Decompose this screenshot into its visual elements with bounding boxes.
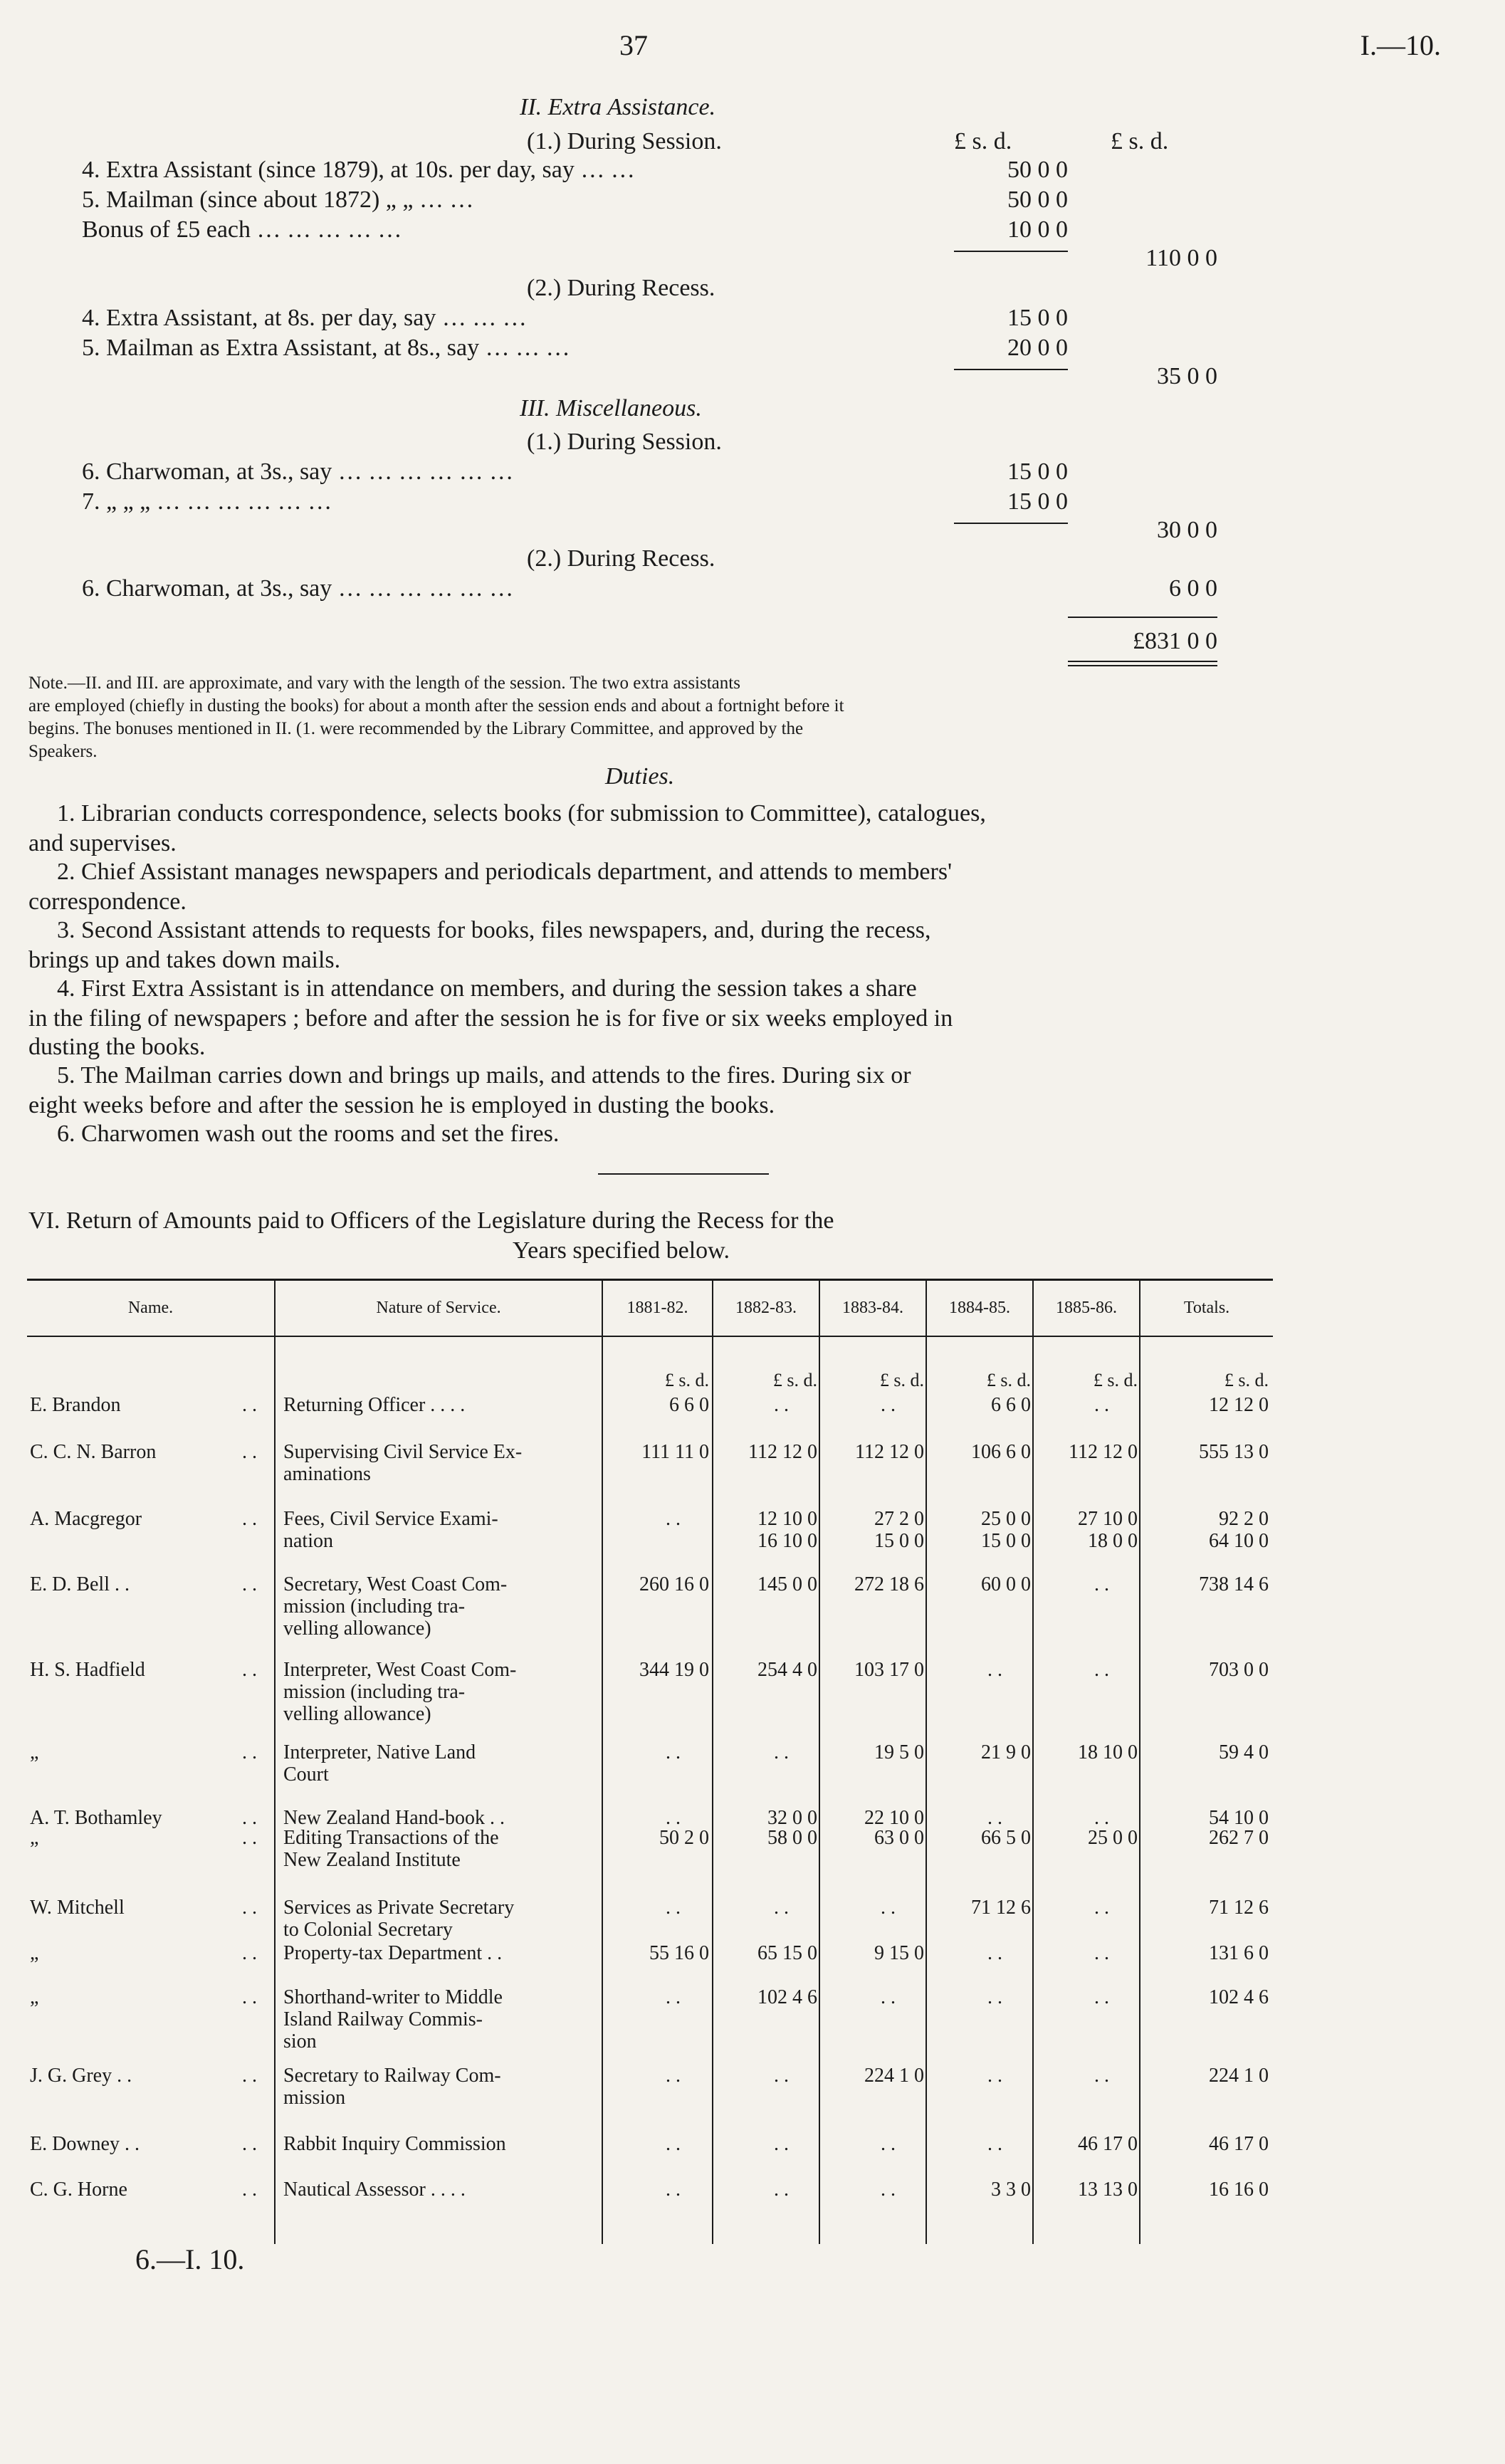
leader-dots: . . [242,2179,257,2201]
section-title-extra-assistance: II. Extra Assistance. [520,94,716,120]
grand-total: £831 0 0 [1133,628,1217,654]
header-name: Name. [127,1298,174,1317]
empty-amount: . . [666,2065,681,2087]
empty-amount: . . [881,1394,896,1416]
year-amount: 260 16 0 [639,1573,709,1595]
empty-amount: . . [987,1659,1002,1681]
note-line: Note.—II. and III. are approximate, and vary with the length of the session. The two extra assistants [28,673,740,693]
officer-name: „ [30,1827,39,1849]
column-heading-lsd-1: £ s. d. [954,128,1012,154]
leader-dots: . . [242,1441,257,1463]
empty-amount: . . [774,2133,789,2155]
year-amount: 102 4 6 [757,1986,817,2008]
empty-amount: . . [881,1986,896,2008]
row-text: Bonus of £5 each … … … … … [82,216,402,243]
column-divider [602,1279,603,2244]
service-line: Fees, Civil Service Exami- [283,1508,498,1530]
officer-name: E. Downey . . [30,2133,140,2155]
year-amount: 66 5 0 [981,1827,1031,1849]
year-amount: 224 1 0 [864,2065,924,2087]
duty-line: 6. Charwomen wash out the rooms and set the fires. [57,1121,560,1147]
subheading-during-session: (1.) During Session. [527,128,722,154]
row-amount: 15 0 0 [1007,458,1068,485]
duty-line: 1. Librarian conducts correspondence, selects books (for submission to Committee), catalogues, [57,800,986,827]
empty-amount: . . [666,2179,681,2201]
service-line: velling allowance) [283,1703,431,1725]
row-text: 5. Mailman as Extra Assistant, at 8s., say … … … [82,335,570,361]
row-total: 738 14 6 [1199,1573,1269,1595]
duty-line: 2. Chief Assistant manages newspapers and periodicals department, and attends to members' [57,859,953,885]
table-title-line2: Years specified below. [513,1237,730,1264]
duty-line: in the filing of newspapers ; before and after the session he is for five or six weeks employed in [28,1005,953,1032]
duty-line: and supervises. [28,830,177,856]
officer-name: W. Mitchell [30,1897,125,1919]
officer-name: A. Macgregor [30,1508,142,1530]
year-amount: 106 6 0 [971,1441,1031,1463]
header-year: 1882-83. [735,1298,797,1317]
duties-title: Duties. [605,763,675,790]
leader-dots: . . [242,1807,257,1829]
note-line: are employed (chiefly in dusting the books) for about a month after the session ends and about a fortnight before it [28,696,844,715]
year-amount: 58 0 0 [767,1827,817,1849]
row-amount: 20 0 0 [1007,335,1068,361]
leader-dots: . . [242,1659,257,1681]
header-service: Nature of Service. [376,1298,501,1317]
footer-signature: 6.—I. 10. [135,2243,245,2275]
empty-amount: . . [1094,1986,1109,2008]
empty-amount: . . [881,2133,896,2155]
empty-amount: . . [666,1508,681,1530]
empty-amount: . . [774,2179,789,2201]
empty-amount: . . [1094,1659,1109,1681]
leader-dots: . . [242,2065,257,2087]
leader-dots: . . [242,1741,257,1763]
year-amount: 15 0 0 [874,1530,924,1552]
row-total: 92 2 0 [1219,1508,1269,1530]
duty-line: 5. The Mailman carries down and brings up mails, and attends to the fires. During six or [57,1062,911,1089]
service-line: Court [283,1763,329,1786]
service-line: Supervising Civil Service Ex- [283,1441,523,1463]
table-title-line1: VI. Return of Amounts paid to Officers of the Legislature during the Recess for the [28,1207,834,1234]
year-amount: 12 10 0 [757,1508,817,1530]
service-line: Interpreter, West Coast Com- [283,1659,517,1681]
empty-amount: . . [774,1897,789,1919]
subtotal-amount: 30 0 0 [1157,517,1217,543]
empty-amount: . . [1094,1394,1109,1416]
empty-amount: . . [1094,1573,1109,1595]
service-line: mission [283,2087,346,2109]
empty-amount: . . [987,1986,1002,2008]
header-year: 1881-82. [626,1298,688,1317]
row-text: 4. Extra Assistant, at 8s. per day, say … … … [82,305,527,331]
officer-name: „ [30,1741,39,1763]
subheading-during-recess: (2.) During Recess. [527,545,715,572]
service-line: Property-tax Department . . [283,1942,503,1964]
year-amount: 63 0 0 [874,1827,924,1849]
row-total: 102 4 6 [1209,1986,1269,2008]
service-line: mission (including tra- [283,1595,466,1618]
duty-line: eight weeks before and after the session he is employed in dusting the books. [28,1092,775,1118]
empty-amount: . . [774,2065,789,2087]
duty-line: correspondence. [28,888,187,915]
officer-name: C. C. N. Barron [30,1441,157,1463]
leader-dots: . . [242,1573,257,1595]
empty-amount: . . [666,1897,681,1919]
year-amount: 50 2 0 [659,1827,709,1849]
row-total: 54 10 0 [1209,1807,1269,1829]
year-amount: 9 15 0 [874,1942,924,1964]
column-divider [274,1279,276,2244]
service-line: Editing Transactions of the [283,1827,499,1849]
leader-dots: . . [242,1394,257,1416]
empty-amount: . . [881,1897,896,1919]
note-line: Speakers. [28,742,98,761]
row-amount: 15 0 0 [1007,488,1068,515]
service-line: aminations [283,1463,371,1485]
leader-dots: . . [242,1508,257,1530]
duty-line: 3. Second Assistant attends to requests for books, files newspapers, and, during the recess, [57,917,931,943]
subtotal-amount: 35 0 0 [1157,363,1217,389]
header-year: 1883-84. [842,1298,903,1317]
service-line: mission (including tra- [283,1681,466,1703]
empty-amount: . . [881,2179,896,2201]
row-total: 12 12 0 [1209,1394,1269,1416]
year-amount: 112 12 0 [748,1441,817,1463]
subheading-during-recess: (2.) During Recess. [527,275,715,301]
lsd-label: £ s. d. [772,1370,817,1390]
officer-name: H. S. Hadfield [30,1659,145,1681]
year-amount: 13 13 0 [1078,2179,1138,2201]
service-line: Secretary to Railway Com- [283,2065,501,2087]
page-number: 37 [619,29,648,61]
officer-name: C. G. Horne [30,2179,127,2201]
service-line: sion [283,2030,317,2053]
service-line: Nautical Assessor . . . . [283,2179,466,2201]
grand-total-double-rule [1068,661,1217,662]
row-total: 224 1 0 [1209,2065,1269,2087]
year-amount: 71 12 6 [971,1897,1031,1919]
empty-amount: . . [774,1394,789,1416]
row-total: 16 16 0 [1209,2179,1269,2201]
section-divider [598,1173,769,1175]
row-text: 5. Mailman (since about 1872) „ „ … … [82,187,474,213]
row-amount: 50 0 0 [1007,187,1068,213]
empty-amount: . . [1094,1897,1109,1919]
year-amount: 18 10 0 [1078,1741,1138,1763]
year-amount: 145 0 0 [757,1573,817,1595]
empty-amount: . . [1094,1807,1109,1829]
row-text: 6. Charwoman, at 3s., say … … … … … … [82,458,514,485]
leader-dots: . . [242,1827,257,1849]
lsd-label: £ s. d. [1093,1370,1138,1390]
subtotal-rule [954,251,1068,252]
row-total: 703 0 0 [1209,1659,1269,1681]
row-total: 131 6 0 [1209,1942,1269,1964]
row-total: 46 17 0 [1209,2133,1269,2155]
year-amount: 6 6 0 [991,1394,1031,1416]
year-amount: 344 19 0 [639,1659,709,1681]
service-line: Island Railway Commis- [283,2008,483,2030]
service-line: Returning Officer . . . . [283,1394,466,1416]
empty-amount: . . [774,1741,789,1763]
lsd-label: £ s. d. [664,1370,709,1390]
service-line: velling allowance) [283,1618,431,1640]
row-text: 6. Charwoman, at 3s., say … … … … … … [82,575,514,602]
year-amount: 254 4 0 [757,1659,817,1681]
officer-name: „ [30,1942,39,1964]
grand-total-double-rule [1068,665,1217,666]
row-total: 64 10 0 [1209,1530,1269,1552]
empty-amount: . . [666,2133,681,2155]
year-amount: 22 10 0 [864,1807,924,1829]
header-year: 1885-86. [1056,1298,1117,1317]
row-amount: 10 0 0 [1007,216,1068,243]
row-amount: 15 0 0 [1007,305,1068,331]
empty-amount: . . [987,2133,1002,2155]
year-amount: 60 0 0 [981,1573,1031,1595]
header-totals: Totals. [1183,1298,1230,1317]
year-amount: 18 0 0 [1088,1530,1138,1552]
year-amount: 272 18 6 [854,1573,924,1595]
year-amount: 112 12 0 [855,1441,924,1463]
empty-amount: . . [987,1942,1002,1964]
section-title-miscellaneous: III. Miscellaneous. [520,395,702,421]
lsd-label: £ s. d. [986,1370,1031,1390]
year-amount: 25 0 0 [981,1508,1031,1530]
note-line: begins. The bonuses mentioned in II. (1. were recommended by the Library Committee, and approved by the [28,719,804,738]
row-total: 71 12 6 [1209,1897,1269,1919]
year-amount: 46 17 0 [1078,2133,1138,2155]
column-heading-lsd-2: £ s. d. [1111,128,1169,154]
officer-name: J. G. Grey . . [30,2065,132,2087]
service-line: Services as Private Secretary [283,1897,515,1919]
lsd-label: £ s. d. [1224,1370,1269,1390]
year-amount: 55 16 0 [649,1942,709,1964]
officer-name: E. Brandon [30,1394,121,1416]
service-line: Shorthand-writer to Middle [283,1986,503,2008]
empty-amount: . . [987,1807,1002,1829]
subtotal-rule [954,369,1068,370]
year-amount: 103 17 0 [854,1659,924,1681]
officer-name: A. T. Bothamley [30,1807,162,1829]
year-amount: 112 12 0 [1069,1441,1138,1463]
empty-amount: . . [1094,2065,1109,2087]
year-amount: 111 11 0 [641,1441,709,1463]
row-amount: 50 0 0 [1007,157,1068,183]
duty-line: dusting the books. [28,1034,206,1060]
grand-total-rule [1068,617,1217,618]
duty-line: 4. First Extra Assistant is in attendance on members, and during the session takes a share [57,975,917,1002]
year-amount: 65 15 0 [757,1942,817,1964]
empty-amount: . . [987,2065,1002,2087]
row-text: 4. Extra Assistant (since 1879), at 10s. per day, say … … [82,157,635,183]
row-text: 7. „ „ „ … … … … … … [82,488,332,515]
leader-dots: . . [242,2133,257,2155]
row-total: 262 7 0 [1209,1827,1269,1849]
empty-amount: . . [666,1807,681,1829]
year-amount: 27 10 0 [1078,1508,1138,1530]
service-line: to Colonial Secretary [283,1919,453,1941]
row-total: 59 4 0 [1219,1741,1269,1763]
empty-amount: . . [666,1741,681,1763]
year-amount: 25 0 0 [1088,1827,1138,1849]
year-amount: 15 0 0 [981,1530,1031,1552]
year-amount: 27 2 0 [874,1508,924,1530]
officer-name: E. D. Bell . . [30,1573,130,1595]
empty-amount: . . [666,1986,681,2008]
leader-dots: . . [242,1942,257,1964]
subtotal-rule [954,523,1068,524]
year-amount: 6 6 0 [669,1394,709,1416]
year-amount: 21 9 0 [981,1741,1031,1763]
leader-dots: . . [242,1897,257,1919]
service-line: New Zealand Institute [283,1849,461,1871]
year-amount: 32 0 0 [767,1807,817,1829]
row-total: 555 13 0 [1199,1441,1269,1463]
row-amount: 6 0 0 [1169,575,1217,602]
officer-name: „ [30,1986,39,2008]
subtotal-amount: 110 0 0 [1145,245,1217,271]
service-line: Interpreter, Native Land [283,1741,476,1763]
page-reference: I.—10. [1360,29,1441,61]
subheading-during-session: (1.) During Session. [527,429,722,455]
empty-amount: . . [1094,1942,1109,1964]
lsd-label: £ s. d. [879,1370,924,1390]
duty-line: brings up and takes down mails. [28,947,341,973]
service-line: Secretary, West Coast Com- [283,1573,508,1595]
leader-dots: . . [242,1986,257,2008]
year-amount: 3 3 0 [991,2179,1031,2201]
year-amount: 19 5 0 [874,1741,924,1763]
service-line: nation [283,1530,333,1552]
year-amount: 16 10 0 [757,1530,817,1552]
service-line: Rabbit Inquiry Commission [283,2133,506,2155]
service-line: New Zealand Hand-book . . [283,1807,505,1829]
header-year: 1884-85. [949,1298,1010,1317]
